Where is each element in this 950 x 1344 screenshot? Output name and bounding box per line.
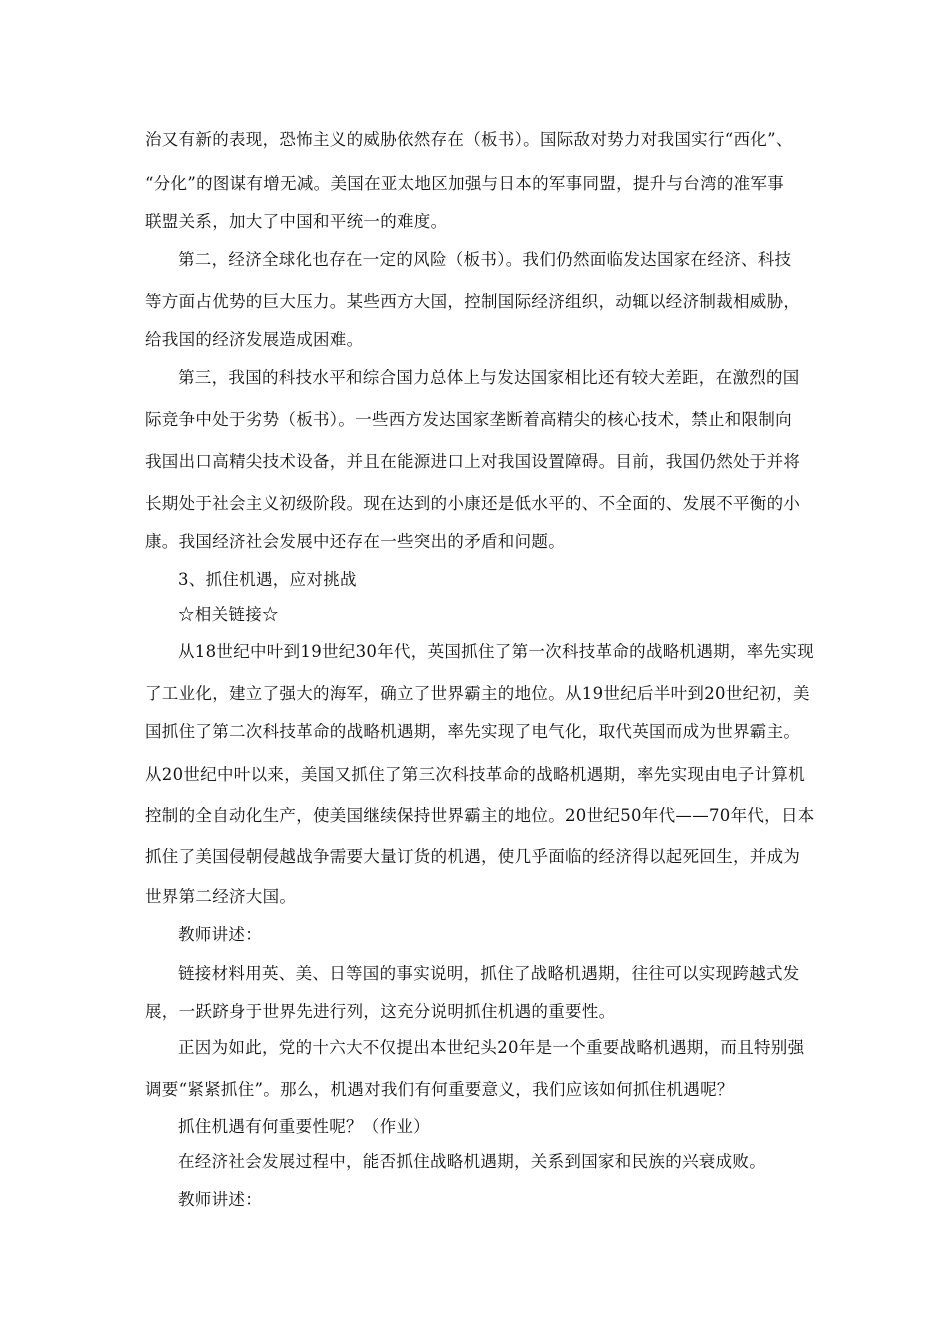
teacher-note-label: 教师讲述： [178, 1190, 262, 1209]
text-line: 抓住了美国侵朝侵越战争需要大量订货的机遇，使几乎面临的经济得以起死回生，并成为 [145, 847, 801, 866]
section-heading: 3、抓住机遇，应对挑战 [178, 570, 357, 589]
text-line: 联盟关系，加大了中国和平统一的难度。 [145, 212, 448, 231]
paragraph-start: 第二，经济全球化也存在一定的风险（板书）。我们仍然面临发达国家在经济、科技 [178, 250, 792, 269]
related-link-heading: ☆相关链接☆ [178, 605, 279, 624]
text-line: 给我国的经济发展造成困难。 [145, 330, 364, 349]
paragraph-start: 从18世纪中叶到19世纪30年代，英国抓住了第一次科技革命的战略机遇期，率先实现 [178, 642, 814, 661]
text-line: 国抓住了第二次科技革命的战略机遇期，率先实现了电气化，取代英国而成为世界霸主。 [145, 722, 801, 741]
text-line: 控制的全自动化生产，使美国继续保持世界霸主的地位。20世纪50年代——70年代，日本 [145, 806, 815, 825]
question-line: 抓住机遇有何重要性呢？（作业） [178, 1117, 430, 1136]
paragraph-start: 第三，我国的科技水平和综合国力总体上与发达国家相比还有较大差距，在激烈的国 [178, 368, 800, 387]
text-line: 长期处于社会主义初级阶段。现在达到的小康还是低水平的、不全面的、发展不平衡的小 [145, 494, 801, 513]
text-line: 际竞争中处于劣势（板书）。一些西方发达国家垄断着高精尖的核心技术，禁止和限制向 [145, 410, 792, 429]
text-line: 康。我国经济社会发展中还存在一些突出的矛盾和问题。 [145, 532, 565, 551]
text-line: 世界第二经济大国。 [145, 887, 297, 906]
paragraph-start: 链接材料用英、美、日等国的事实说明，抓住了战略机遇期，往往可以实现跨越式发 [178, 964, 800, 983]
text-line: 从20世纪中叶以来，美国又抓住了第三次科技革命的战略机遇期，率先实现由电子计算机 [145, 765, 805, 784]
paragraph-start: 在经济社会发展过程中，能否抓住战略机遇期，关系到国家和民族的兴衰成败。 [178, 1152, 766, 1171]
text-line: 我国出口高精尖技术设备，并且在能源进口上对我国设置障碍。目前，我国仍然处于并将 [145, 452, 801, 471]
text-line: 展，一跃跻身于世界先进行列，这充分说明抓住机遇的重要性。 [145, 1002, 616, 1021]
text-line: “分化”的图谋有增无减。美国在亚太地区加强与日本的军事同盟，提升与台湾的准军事 [145, 174, 785, 193]
text-line: 调要“紧紧抓住”。那么，机遇对我们有何重要意义，我们应该如何抓住机遇呢？ [145, 1080, 734, 1099]
text-line: 治又有新的表现，恐怖主义的威胁依然存在（板书）。国际敌对势力对我国实行“西化”、 [145, 130, 793, 149]
teacher-note-label: 教师讲述： [178, 925, 262, 944]
text-line: 等方面占优势的巨大压力。某些西方大国，控制国际经济组织，动辄以经济制裁相威胁， [145, 292, 801, 311]
text-line: 了工业化，建立了强大的海军，确立了世界霸主的地位。从19世纪后半叶到20世纪初，美 [145, 684, 810, 703]
paragraph-start: 正因为如此，党的十六大不仅提出本世纪头20年是一个重要战略机遇期，而且特别强 [178, 1038, 805, 1057]
